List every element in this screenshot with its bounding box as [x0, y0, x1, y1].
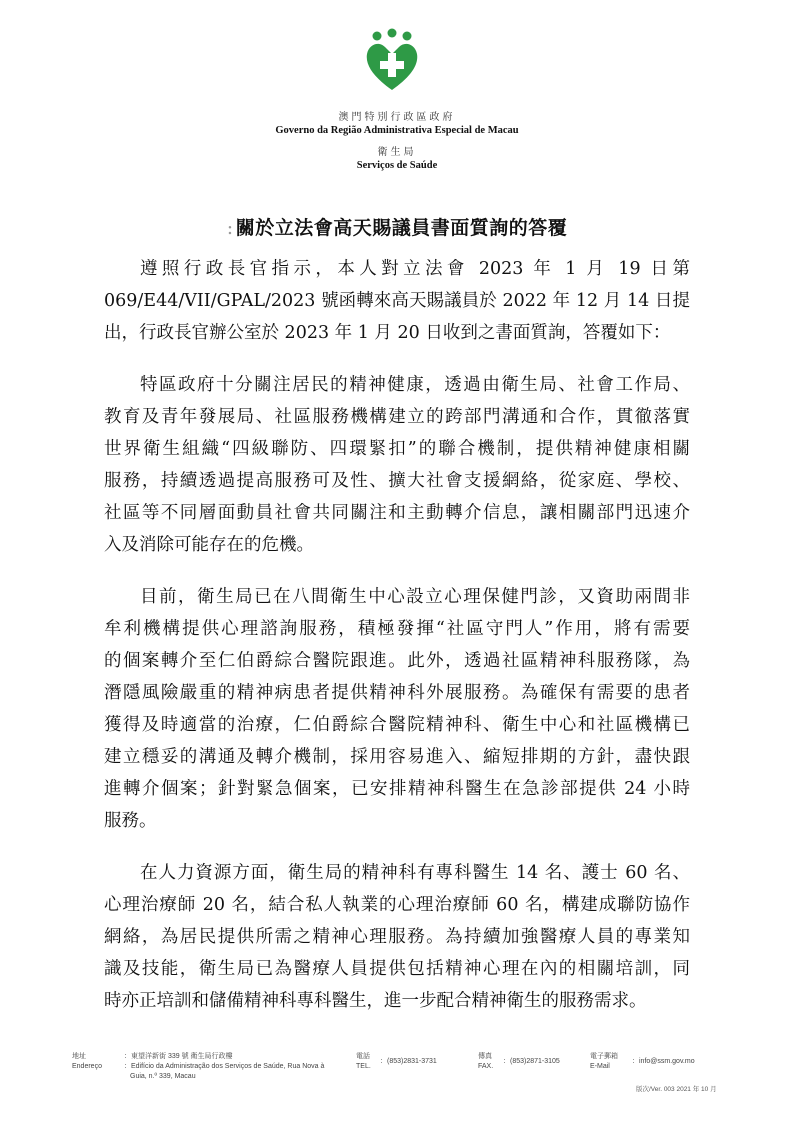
paragraph-line: 出，行政長官辦公室於 2023 年 1 月 20 日收到之書面質詢，答覆如下： — [104, 323, 671, 343]
paragraph — [104, 857, 690, 1017]
address-label-zh: 地址 — [72, 1053, 86, 1060]
paragraph-line: 服務。 — [104, 811, 157, 831]
footer-address — [124, 1052, 344, 1082]
paragraph-line: 的個案轉介至仁伯爵綜合醫院跟進。此外，透過社區精神科服務隊，為 — [104, 651, 690, 671]
paragraph-line: 目前，衛生局已在八間衛生中心設立心理保健門診，又資助兩間非 — [140, 587, 690, 607]
government-name-pt: Governo da Região Administrativa Especial de Macau — [275, 125, 519, 136]
paragraph-line: 特區政府十分關注居民的精神健康，透過由衛生局、社會工作局、 — [140, 375, 690, 395]
footer-fax-labels — [478, 1052, 493, 1072]
tel-number: ：(853)2831-3731 — [380, 1058, 437, 1065]
address-pt-1: ：Edifício da Administração dos Serviços de Saúde, Rua Nova à — [124, 1063, 325, 1070]
document-title — [0, 213, 794, 240]
title-marker-icon: : — [226, 217, 234, 239]
version-note: 版次/Ver. 003 2021 年 10 月 — [636, 1086, 717, 1093]
tel-label-zh: 電話 — [356, 1053, 370, 1060]
paragraph-line: 在人力資源方面，衛生局的精神科有專科醫生 14 名、護士 60 名、 — [140, 863, 690, 883]
paragraph-line: 獲得及時適當的治療，仁伯爵綜合醫院精神科、衛生中心和社區機構已 — [104, 715, 690, 735]
fax-label-pt: FAX. — [478, 1063, 494, 1070]
paragraph-line: 069/E44/VII/GPAL/2023 號函轉來高天賜議員於 2022 年 12 月 14 日提 — [104, 291, 690, 311]
department-name-zh: 衛生局 — [377, 147, 417, 158]
paragraph-line: 心理治療師 20 名，結合私人執業的心理治療師 60 名，構建成聯防協作 — [104, 895, 690, 915]
document-body — [104, 253, 690, 1037]
email-address: ：info@ssm.gov.mo — [632, 1058, 695, 1065]
paragraph-line: 進轉介個案；針對緊急個案，已安排精神科醫生在急診部提供 24 小時 — [104, 779, 690, 799]
ssm-logo — [363, 28, 421, 94]
fax-number: ：(853)2871-3105 — [503, 1058, 560, 1065]
paragraph-line: 教育及青年發展局、社區服務機構建立的跨部門溝通和合作，貫徹落實 — [104, 407, 690, 427]
paragraph-line: 入及消除可能存在的危機。 — [104, 535, 314, 555]
paragraph — [104, 581, 690, 837]
email-label-pt: E-Mail — [590, 1063, 610, 1070]
address-zh: ：東望洋新街 339 號 衛生局行政樓 — [124, 1053, 233, 1060]
document-title-text: 關於立法會高天賜議員書面質詢的答覆 — [235, 217, 568, 239]
paragraph-line: 建立穩妥的溝通及轉介機制，採用容易進入、縮短排期的方針，盡快跟 — [104, 747, 690, 767]
paragraph-line: 社區等不同層面動員社會共同關注和主動轉介信息，讓相關部門迅速介 — [104, 503, 690, 523]
address-pt-2: Guia, n.º 339, Macau — [130, 1073, 196, 1080]
paragraph-line: 服務，持續透過提高服務可及性、擴大社會支援網絡，從家庭、學校、 — [104, 471, 690, 491]
email-label-zh: 電子郵箱 — [590, 1053, 618, 1060]
footer-address-labels — [72, 1052, 102, 1072]
paragraph-line: 世界衛生組織“四級聯防、四環緊扣”的聯合機制，提供精神健康相關 — [104, 439, 690, 459]
footer-email-labels — [590, 1052, 618, 1072]
paragraph-line: 識及技能，衛生局已為醫療人員提供包括精神心理在內的相關培訓，同 — [104, 959, 690, 979]
address-label-pt: Endereço — [72, 1063, 102, 1070]
paragraph-line: 潛隱風險嚴重的精神病患者提供精神科外展服務。為確保有需要的患者 — [104, 683, 690, 703]
tel-label-pt: TEL. — [356, 1063, 371, 1070]
paragraph-line: 網絡，為居民提供所需之精神心理服務。為持續加強醫療人員的專業知 — [104, 927, 690, 947]
paragraph — [104, 369, 690, 561]
government-name-zh: 澳門特別行政區政府 — [338, 112, 456, 123]
paragraph-line: 牟利機構提供心理諮詢服務，積極發揮“社區守門人”作用，將有需要 — [104, 619, 690, 639]
paragraph-line: 遵照行政長官指示，本人對立法會 2023 年 1 月 19 日第 — [140, 259, 690, 279]
fax-label-zh: 傳真 — [478, 1053, 492, 1060]
paragraph — [104, 253, 690, 349]
footer-tel-labels — [356, 1052, 371, 1072]
paragraph-line: 時亦正培訓和儲備精神科專科醫生，進一步配合精神衛生的服務需求。 — [104, 991, 647, 1011]
department-name-pt: Serviços de Saúde — [356, 160, 438, 171]
